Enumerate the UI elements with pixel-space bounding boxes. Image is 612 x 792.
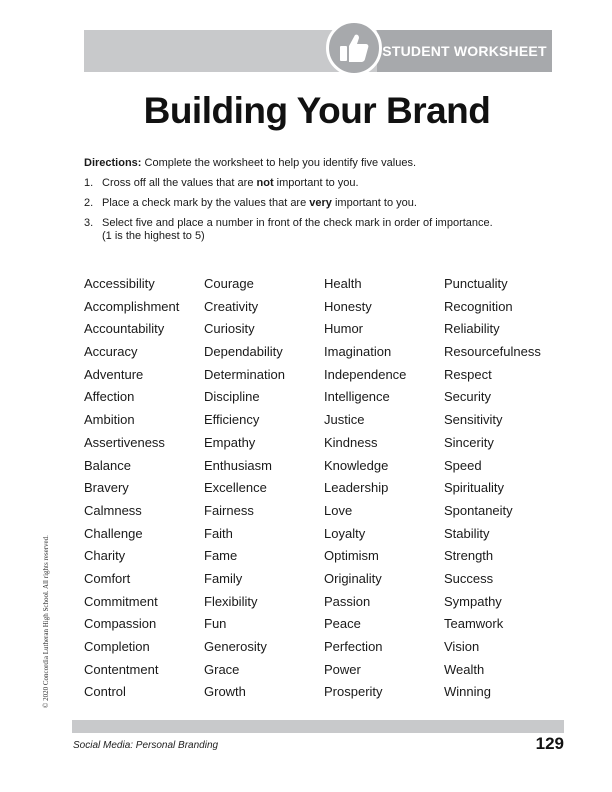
value-item: Health	[324, 276, 362, 291]
page-title: Building Your Brand	[143, 90, 491, 131]
step-text: Select five and place a number in front of the check mark in order of importance. (1 is the highest to 5)	[102, 217, 493, 242]
value-item: Sincerity	[444, 434, 494, 450]
value-item: Peace	[324, 616, 361, 632]
value-item: Excellence	[204, 480, 267, 496]
value-item: Speed	[444, 457, 482, 473]
header-label: STUDENT WORKSHEET	[382, 43, 547, 59]
value-item: Ambition	[84, 412, 135, 428]
value-item: Humor	[324, 321, 364, 337]
copyright-notice: © 2020 Concordia Lutheran High School. All rights reserved.	[42, 535, 50, 708]
value-item: Accessibility	[84, 276, 155, 291]
value-item: Intelligence	[324, 389, 390, 405]
value-item: Generosity	[204, 639, 267, 654]
value-item: Completion	[84, 639, 150, 654]
directions-text: Complete the worksheet to help you identify five values.	[141, 157, 417, 169]
thumbs-up-icon	[337, 31, 371, 65]
value-item: Perfection	[324, 639, 383, 654]
value-item: Accomplishment	[84, 298, 180, 314]
value-item: Optimism	[324, 548, 379, 564]
value-item: Stability	[444, 525, 490, 541]
thumbs-up-badge	[326, 20, 382, 76]
values-column-2	[204, 275, 322, 706]
values-column-1	[84, 275, 202, 706]
value-item: Honesty	[324, 298, 372, 314]
value-item: Discipline	[204, 389, 260, 405]
value-item: Adventure	[84, 366, 144, 382]
value-item: Passion	[324, 593, 371, 609]
value-item: Originality	[324, 570, 382, 586]
steps-list	[84, 177, 554, 250]
value-item: Accountability	[84, 321, 165, 337]
value-item: Vision	[444, 639, 480, 654]
value-item: Curiosity	[204, 321, 255, 337]
value-item: Empathy	[204, 434, 256, 450]
directions-lead: Directions:	[84, 157, 142, 169]
value-item: Power	[324, 661, 361, 677]
value-item: Independence	[324, 366, 407, 382]
value-item: Assertiveness	[84, 434, 165, 450]
value-item: Determination	[204, 366, 285, 382]
value-item: Dependability	[204, 344, 283, 360]
value-item: Accuracy	[84, 344, 138, 360]
values-column-4	[444, 275, 562, 706]
step-number: 2.	[84, 197, 94, 209]
step-number: 3.	[84, 217, 94, 229]
value-item: Challenge	[84, 525, 143, 541]
values-list	[84, 275, 564, 707]
value-item: Spirituality	[444, 480, 504, 496]
value-item: Family	[204, 570, 243, 586]
step-number: 1.	[84, 177, 94, 189]
directions	[84, 156, 554, 170]
value-item: Balance	[84, 457, 131, 473]
value-item: Sensitivity	[444, 412, 503, 428]
value-item: Love	[324, 502, 353, 518]
value-item: Sympathy	[444, 593, 502, 609]
value-item: Contentment	[84, 661, 159, 677]
step-item	[84, 217, 554, 243]
value-item: Fame	[204, 548, 238, 564]
value-item: Loyalty	[324, 525, 366, 541]
step-text: Cross off all the values that are not important to you.	[102, 177, 359, 189]
value-item: Courage	[204, 276, 254, 291]
value-item: Wealth	[444, 661, 485, 677]
value-item: Comfort	[84, 570, 131, 586]
value-item: Efficiency	[204, 412, 260, 428]
value-item: Knowledge	[324, 457, 389, 473]
value-item: Justice	[324, 412, 365, 428]
step-text: Place a check mark by the values that are very important to you.	[102, 197, 417, 209]
values-column-3	[324, 275, 442, 706]
value-item: Fairness	[204, 502, 254, 518]
value-item: Imagination	[324, 344, 392, 360]
value-item: Affection	[84, 389, 135, 405]
value-item: Winning	[444, 684, 491, 700]
value-item: Teamwork	[444, 616, 504, 632]
value-item: Success	[444, 570, 494, 586]
value-item: Calmness	[84, 502, 142, 518]
value-item: Control	[84, 684, 126, 700]
value-item: Punctuality	[444, 276, 508, 291]
value-item: Commitment	[84, 593, 158, 609]
value-item: Spontaneity	[444, 502, 513, 518]
value-item: Flexibility	[204, 593, 258, 609]
value-item: Strength	[444, 548, 494, 564]
value-item: Prosperity	[324, 684, 383, 700]
value-item: Leadership	[324, 480, 389, 496]
value-item: Charity	[84, 548, 126, 564]
value-item: Compassion	[84, 616, 157, 632]
value-item: Respect	[444, 366, 492, 382]
step-item	[84, 177, 554, 190]
value-item: Security	[444, 389, 491, 405]
value-item: Resourcefulness	[444, 344, 541, 360]
value-item: Reliability	[444, 321, 500, 337]
value-item: Kindness	[324, 434, 378, 450]
value-item: Creativity	[204, 298, 259, 314]
value-item: Grace	[204, 661, 240, 677]
value-item: Bravery	[84, 480, 129, 496]
footer-title: Social Media: Personal Branding	[73, 740, 219, 751]
value-item: Growth	[204, 684, 246, 700]
value-item: Faith	[204, 525, 233, 541]
value-item: Fun	[204, 616, 227, 632]
value-item: Enthusiasm	[204, 457, 272, 473]
footer-rule	[72, 720, 564, 733]
page-number: 129	[535, 734, 564, 753]
step-item	[84, 197, 554, 210]
value-item: Recognition	[444, 298, 513, 314]
